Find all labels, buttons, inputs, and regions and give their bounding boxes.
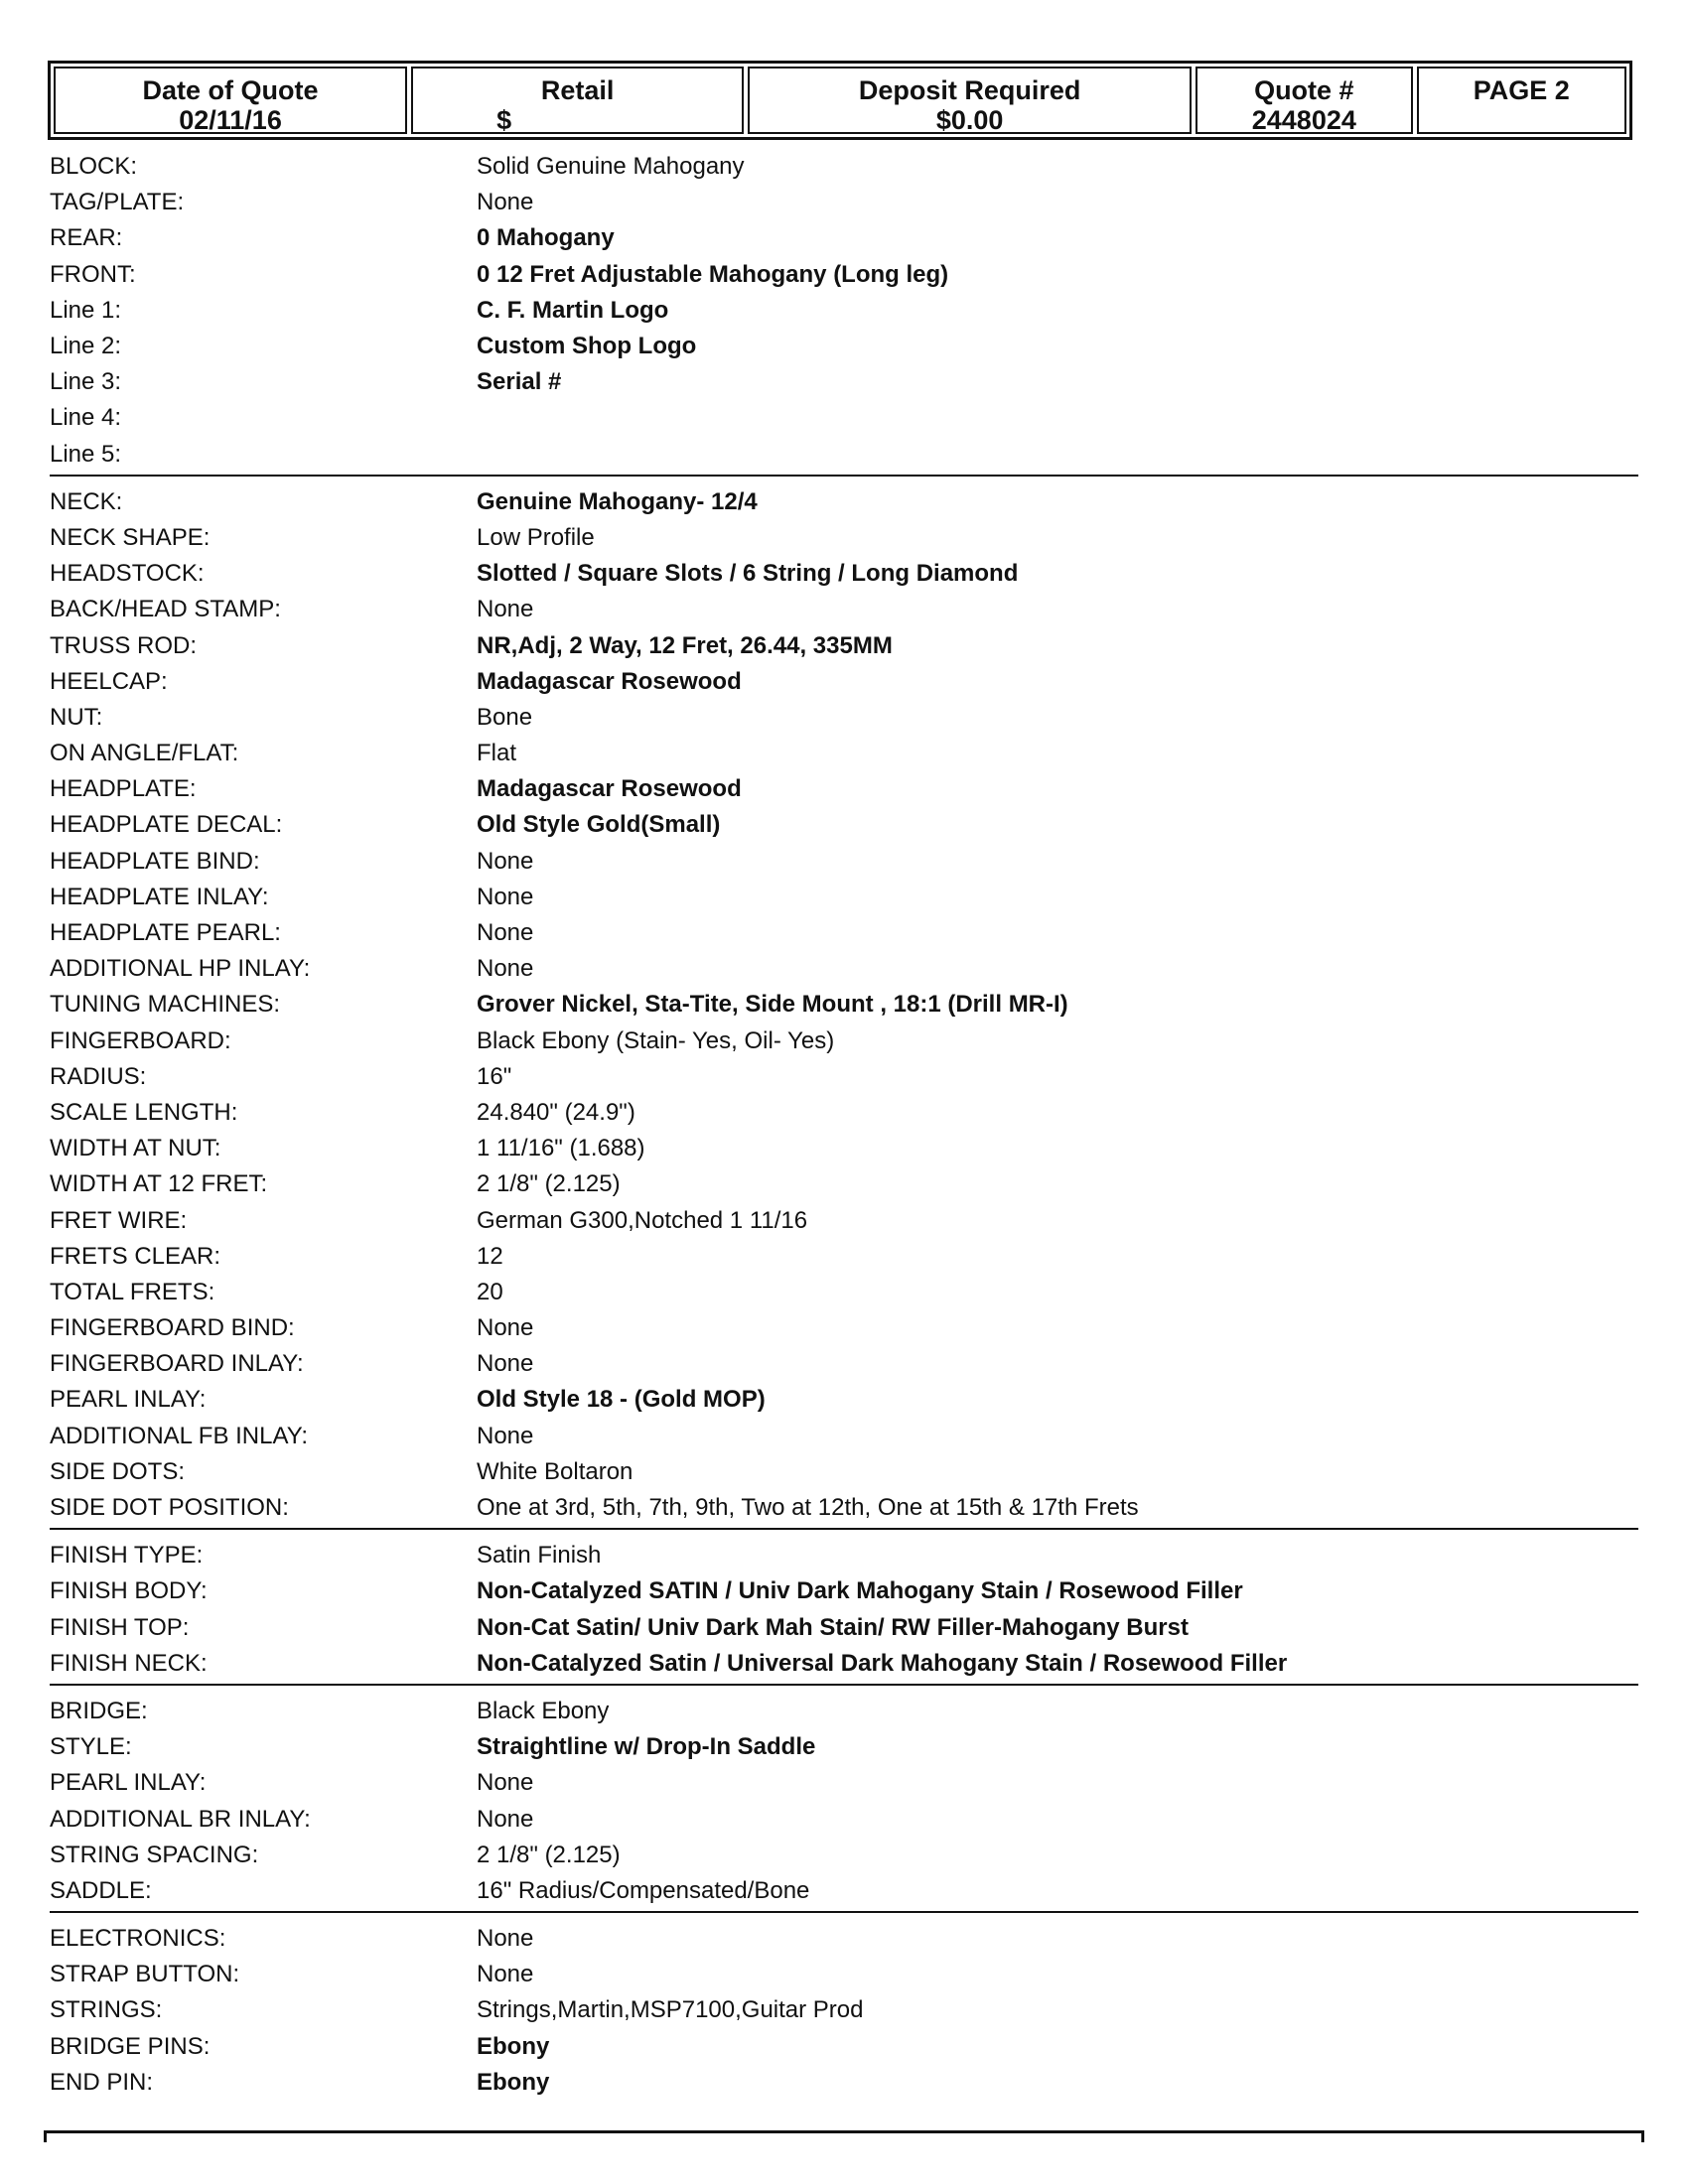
spec-row bbox=[50, 1059, 1638, 1095]
spec-row bbox=[50, 1765, 1638, 1801]
spec-value: One at 3rd, 5th, 7th, 9th, Two at 12th, One at 15th & 17th Frets bbox=[477, 1494, 1139, 1522]
spec-row bbox=[50, 364, 1638, 400]
spec-label: ELECTRONICS: bbox=[50, 1925, 226, 1953]
spec-label: FRETS CLEAR: bbox=[50, 1242, 221, 1270]
spec-label: STYLE: bbox=[50, 1733, 132, 1761]
spec-label: WIDTH AT NUT: bbox=[50, 1135, 221, 1162]
spec-row bbox=[50, 185, 1638, 220]
spec-row bbox=[50, 1838, 1638, 1873]
spec-label: BRIDGE PINS: bbox=[50, 2032, 211, 2060]
spec-row bbox=[50, 329, 1638, 364]
spec-value: None bbox=[477, 596, 534, 623]
page-number-cell bbox=[1417, 67, 1626, 134]
spec-value: Flat bbox=[477, 740, 517, 767]
spec-row bbox=[50, 1382, 1638, 1418]
spec-section bbox=[50, 149, 1638, 477]
spec-row bbox=[50, 1538, 1638, 1573]
spec-row bbox=[50, 1573, 1638, 1609]
retail-label: Retail bbox=[540, 75, 615, 105]
spec-row bbox=[50, 1095, 1638, 1131]
spec-value: Ebony bbox=[477, 2068, 550, 2096]
spec-row bbox=[50, 1490, 1638, 1526]
spec-value: Ebony bbox=[477, 2032, 550, 2060]
spec-value: None bbox=[477, 847, 534, 875]
spec-value: 16" bbox=[477, 1062, 512, 1090]
spec-row bbox=[50, 915, 1638, 951]
deposit-value: $0.00 bbox=[935, 105, 1004, 135]
spec-label: FINISH BODY: bbox=[50, 1577, 208, 1605]
spec-label: SIDE DOTS: bbox=[50, 1457, 186, 1485]
spec-label: STRINGS: bbox=[50, 1996, 163, 2024]
spec-value: C. F. Martin Logo bbox=[477, 296, 669, 324]
spec-label: TUNING MACHINES: bbox=[50, 991, 281, 1019]
spec-row bbox=[50, 880, 1638, 915]
spec-row bbox=[50, 1202, 1638, 1238]
spec-section bbox=[50, 1686, 1638, 1913]
spec-value: German G300,Notched 1 11/16 bbox=[477, 1206, 808, 1234]
spec-label: Line 4: bbox=[50, 404, 122, 432]
spec-value: Madagascar Rosewood bbox=[477, 775, 742, 803]
spec-row bbox=[50, 951, 1638, 987]
spec-row bbox=[50, 1131, 1638, 1166]
spec-section bbox=[50, 1530, 1638, 1686]
spec-value: None bbox=[477, 1925, 534, 1953]
spec-row bbox=[50, 1310, 1638, 1346]
spec-row bbox=[50, 771, 1638, 807]
spec-value: Black Ebony bbox=[477, 1697, 610, 1724]
spec-label: NECK: bbox=[50, 487, 123, 515]
spec-label: HEADPLATE INLAY: bbox=[50, 883, 269, 910]
spec-label: HEADPLATE DECAL: bbox=[50, 811, 283, 839]
spec-value: None bbox=[477, 1769, 534, 1797]
spec-row bbox=[50, 400, 1638, 436]
spec-row bbox=[50, 736, 1638, 771]
spec-row bbox=[50, 592, 1638, 627]
spec-row bbox=[50, 1801, 1638, 1837]
spec-value: None bbox=[477, 189, 534, 216]
spec-value: Grover Nickel, Sta-Tite, Side Mount , 18:1 (Drill MR-I) bbox=[477, 991, 1068, 1019]
spec-value: Custom Shop Logo bbox=[477, 333, 697, 360]
retail-value: $ bbox=[496, 105, 512, 135]
deposit-cell bbox=[748, 67, 1192, 134]
spec-label: WIDTH AT 12 FRET: bbox=[50, 1170, 268, 1198]
spec-row bbox=[50, 1921, 1638, 1957]
spec-value: Slotted / Square Slots / 6 String / Long Diamond bbox=[477, 560, 1019, 588]
spec-list bbox=[50, 149, 1638, 2101]
spec-row bbox=[50, 2065, 1638, 2101]
spec-value: 1 11/16" (1.688) bbox=[477, 1135, 645, 1162]
spec-section bbox=[50, 477, 1638, 1530]
spec-value: 12 bbox=[477, 1242, 503, 1270]
spec-label: FRONT: bbox=[50, 260, 136, 288]
spec-row bbox=[50, 2029, 1638, 2065]
spec-label: FRET WIRE: bbox=[50, 1206, 188, 1234]
spec-label: PEARL INLAY: bbox=[50, 1386, 207, 1414]
spec-row bbox=[50, 437, 1638, 473]
spec-row bbox=[50, 1610, 1638, 1646]
date-of-quote-value: 02/11/16 bbox=[179, 105, 282, 135]
spec-label: Line 5: bbox=[50, 440, 122, 468]
date-of-quote-label: Date of Quote bbox=[142, 75, 319, 105]
spec-label: HEADPLATE BIND: bbox=[50, 847, 260, 875]
spec-row bbox=[50, 1346, 1638, 1382]
quote-number-cell bbox=[1196, 67, 1412, 134]
spec-label: FINISH TOP: bbox=[50, 1613, 190, 1641]
spec-value: Low Profile bbox=[477, 523, 595, 551]
spec-value: Bone bbox=[477, 703, 533, 731]
spec-row bbox=[50, 1454, 1638, 1490]
spec-label: BLOCK: bbox=[50, 153, 138, 181]
spec-label: BRIDGE: bbox=[50, 1697, 148, 1724]
spec-value: Serial # bbox=[477, 368, 562, 396]
spec-value: None bbox=[477, 919, 534, 947]
spec-row bbox=[50, 1957, 1638, 1992]
spec-label: FINGERBOARD: bbox=[50, 1026, 231, 1054]
spec-value: Straightline w/ Drop-In Saddle bbox=[477, 1733, 816, 1761]
spec-value: Old Style 18 - (Gold MOP) bbox=[477, 1386, 766, 1414]
spec-row bbox=[50, 1992, 1638, 2028]
footer-tick-right bbox=[1641, 2130, 1644, 2142]
spec-row bbox=[50, 844, 1638, 880]
spec-row bbox=[50, 1419, 1638, 1454]
deposit-label: Deposit Required bbox=[858, 75, 1081, 105]
spec-label: FINISH NECK: bbox=[50, 1649, 208, 1677]
quote-number-value: 2448024 bbox=[1251, 105, 1356, 135]
spec-row bbox=[50, 700, 1638, 736]
spec-row bbox=[50, 556, 1638, 592]
spec-label: HEADPLATE PEARL: bbox=[50, 919, 281, 947]
spec-row bbox=[50, 293, 1638, 329]
spec-label: NECK SHAPE: bbox=[50, 523, 211, 551]
spec-label: PEARL INLAY: bbox=[50, 1769, 207, 1797]
spec-row bbox=[50, 220, 1638, 256]
spec-value: None bbox=[477, 883, 534, 910]
spec-value: Old Style Gold(Small) bbox=[477, 811, 721, 839]
spec-value: 20 bbox=[477, 1278, 503, 1305]
footer-divider bbox=[44, 2130, 1644, 2133]
quote-header bbox=[48, 61, 1632, 140]
spec-value: Madagascar Rosewood bbox=[477, 667, 742, 695]
spec-row bbox=[50, 1024, 1638, 1059]
spec-value: 24.840" (24.9") bbox=[477, 1098, 635, 1126]
spec-value: 2 1/8" (2.125) bbox=[477, 1170, 621, 1198]
spec-row bbox=[50, 1275, 1638, 1310]
spec-label: BACK/HEAD STAMP: bbox=[50, 596, 281, 623]
spec-value: None bbox=[477, 1961, 534, 1988]
spec-label: STRAP BUTTON: bbox=[50, 1961, 240, 1988]
spec-value: Black Ebony (Stain- Yes, Oil- Yes) bbox=[477, 1026, 835, 1054]
date-of-quote-cell bbox=[54, 67, 407, 134]
spec-label: HEADSTOCK: bbox=[50, 560, 205, 588]
spec-label: TRUSS ROD: bbox=[50, 631, 198, 659]
spec-row bbox=[50, 1239, 1638, 1275]
spec-value: None bbox=[477, 955, 534, 983]
spec-row bbox=[50, 1166, 1638, 1202]
spec-value: Non-Cat Satin/ Univ Dark Mah Stain/ RW Filler-Mahogany Burst bbox=[477, 1613, 1189, 1641]
quote-number-label: Quote # bbox=[1254, 75, 1354, 105]
spec-row bbox=[50, 1646, 1638, 1682]
spec-value: 2 1/8" (2.125) bbox=[477, 1841, 621, 1868]
spec-value: 0 Mahogany bbox=[477, 224, 615, 252]
spec-value: None bbox=[477, 1805, 534, 1833]
spec-value: None bbox=[477, 1350, 534, 1378]
spec-label: Line 1: bbox=[50, 296, 122, 324]
spec-label: SADDLE: bbox=[50, 1876, 152, 1904]
spec-value: Solid Genuine Mahogany bbox=[477, 153, 745, 181]
spec-value: Non-Catalyzed SATIN / Univ Dark Mahogany Stain / Rosewood Filler bbox=[477, 1577, 1243, 1605]
spec-label: ADDITIONAL BR INLAY: bbox=[50, 1805, 311, 1833]
spec-label: HEELCAP: bbox=[50, 667, 168, 695]
spec-label: REAR: bbox=[50, 224, 123, 252]
spec-value: Strings,Martin,MSP7100,Guitar Prod bbox=[477, 1996, 864, 2024]
spec-label: END PIN: bbox=[50, 2068, 154, 2096]
spec-label: RADIUS: bbox=[50, 1062, 147, 1090]
spec-label: ADDITIONAL FB INLAY: bbox=[50, 1422, 309, 1449]
spec-value: None bbox=[477, 1422, 534, 1449]
spec-label: Line 2: bbox=[50, 333, 122, 360]
spec-label: TOTAL FRETS: bbox=[50, 1278, 215, 1305]
spec-label: SCALE LENGTH: bbox=[50, 1098, 238, 1126]
page-number: PAGE 2 bbox=[1473, 75, 1570, 105]
spec-value: Satin Finish bbox=[477, 1542, 602, 1570]
spec-label: ADDITIONAL HP INLAY: bbox=[50, 955, 311, 983]
spec-value: 16" Radius/Compensated/Bone bbox=[477, 1876, 810, 1904]
spec-label: HEADPLATE: bbox=[50, 775, 197, 803]
spec-value: NR,Adj, 2 Way, 12 Fret, 26.44, 335MM bbox=[477, 631, 893, 659]
spec-label: TAG/PLATE: bbox=[50, 189, 185, 216]
spec-label: STRING SPACING: bbox=[50, 1841, 259, 1868]
spec-label: ON ANGLE/FLAT: bbox=[50, 740, 239, 767]
retail-cell bbox=[411, 67, 744, 134]
spec-row bbox=[50, 1729, 1638, 1765]
spec-row bbox=[50, 807, 1638, 843]
spec-label: FINGERBOARD BIND: bbox=[50, 1314, 295, 1342]
spec-label: NUT: bbox=[50, 703, 103, 731]
spec-value: 0 12 Fret Adjustable Mahogany (Long leg) bbox=[477, 260, 949, 288]
spec-row bbox=[50, 627, 1638, 663]
footer-tick-left bbox=[44, 2130, 47, 2142]
spec-row bbox=[50, 1694, 1638, 1729]
spec-row bbox=[50, 520, 1638, 556]
spec-label: FINISH TYPE: bbox=[50, 1542, 204, 1570]
spec-row bbox=[50, 484, 1638, 520]
spec-label: Line 3: bbox=[50, 368, 122, 396]
spec-value: Non-Catalyzed Satin / Universal Dark Mahogany Stain / Rosewood Filler bbox=[477, 1649, 1288, 1677]
spec-row bbox=[50, 1873, 1638, 1909]
spec-value: Genuine Mahogany- 12/4 bbox=[477, 487, 758, 515]
spec-row bbox=[50, 149, 1638, 185]
spec-section bbox=[50, 1913, 1638, 2101]
spec-row bbox=[50, 664, 1638, 700]
spec-value: None bbox=[477, 1314, 534, 1342]
spec-label: FINGERBOARD INLAY: bbox=[50, 1350, 304, 1378]
spec-label: SIDE DOT POSITION: bbox=[50, 1494, 289, 1522]
spec-row bbox=[50, 987, 1638, 1023]
spec-row bbox=[50, 257, 1638, 293]
spec-value: White Boltaron bbox=[477, 1457, 633, 1485]
